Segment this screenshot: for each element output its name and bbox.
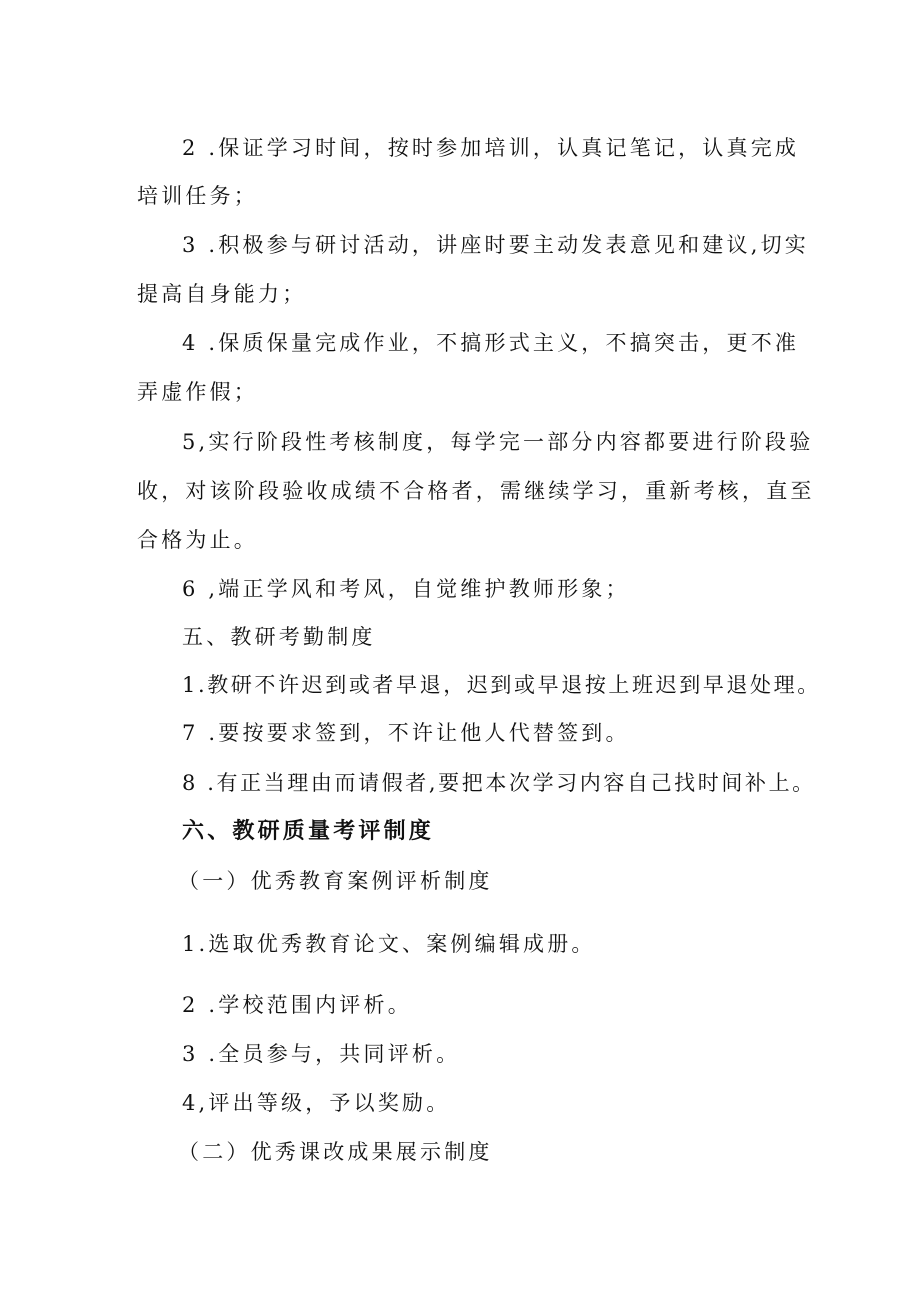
paragraph-item-2-line-1: 2 .保证学习时间，按时参加培训，认真记笔记，认真完成 [182,136,800,160]
case-item-2: 2 .学校范围内评析。 [182,993,412,1017]
paragraph-item-5-line-1: 5,实行阶段性考核制度，每学完一部分内容都要进行阶段验 [182,430,814,454]
section-heading-5: 五、教研考勤制度 [182,625,376,649]
paragraph-item-5-line-3: 合格为止。 [137,528,258,552]
paragraph-attendance-7: 7 .要按要求签到，不许让他人代替签到。 [182,721,630,745]
paragraph-attendance-1: 1.教研不许迟到或者早退，迟到或早退按上班迟到早退处理。 [182,673,821,697]
paragraph-item-6: 6 ,端正学风和考风，自觉维护教师形象； [182,577,630,601]
section-heading-6: 六、教研质量考评制度 [182,819,435,844]
paragraph-item-2-line-2: 培训任务； [137,184,258,208]
paragraph-attendance-8: 8 .有正当理由而请假者,要把本次学习内容自己找时间补上。 [182,771,816,795]
paragraph-item-3-line-1: 3 .积极参与研讨活动，讲座时要主动发表意见和建议,切实 [182,233,809,257]
paragraph-item-3-line-2: 提高自身能力； [137,282,307,306]
paragraph-item-4-line-2: 弄虚作假； [137,380,258,404]
case-item-4: 4,评出等级，予以奖励。 [182,1091,451,1115]
paragraph-item-4-line-1: 4 .保质保量完成作业，不搞形式主义，不搞突击，更不准 [182,331,800,355]
case-item-3: 3 .全员参与，共同评析。 [182,1042,461,1066]
paragraph-item-5-line-2: 收，对该阶段验收成绩不合格者，需继续学习，重新考核，直至 [137,479,815,503]
subsection-heading-2: （二）优秀课改成果展示制度 [178,1140,493,1164]
subsection-heading-1: （一）优秀教育案例评析制度 [178,869,493,893]
case-item-1: 1.选取优秀教育论文、案例编辑成册。 [182,932,596,956]
